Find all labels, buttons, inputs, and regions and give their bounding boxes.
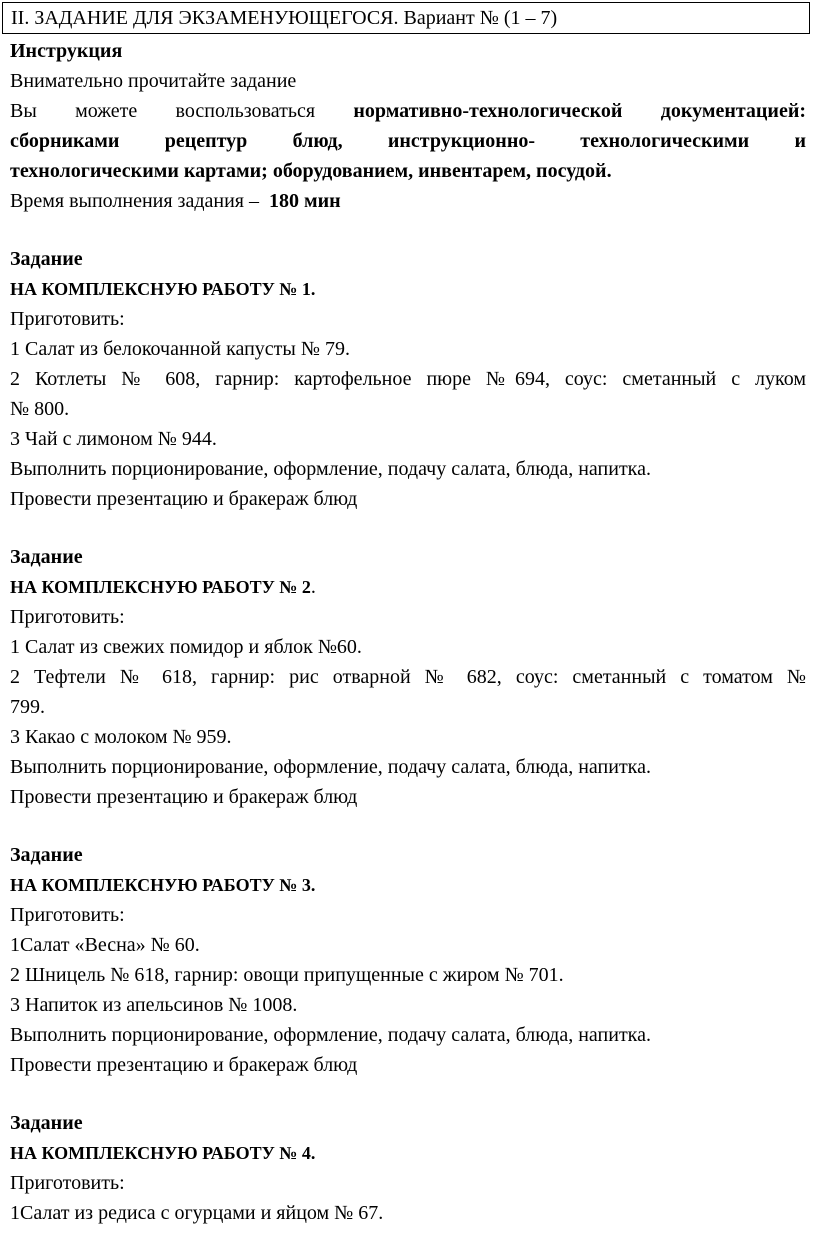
task-2-subheading-line — [10, 572, 806, 602]
task-1-perform: Выполнить порционирование, оформление, подачу салата, блюда, напитка. — [10, 458, 651, 480]
task-1-item-2b: № 800. — [10, 398, 70, 420]
task-1-heading: Задание — [10, 248, 83, 270]
task-3-perform: Выполнить порционирование, оформление, подачу салата, блюда, напитка. — [10, 1024, 651, 1046]
task-4-prepare: Приготовить: — [10, 1172, 125, 1194]
exam-header: II. ЗАДАНИЕ ДЛЯ ЭКЗАМЕНУЮЩЕГОСЯ. Вариант № (1 – 7) — [2, 2, 810, 34]
task-2-subheading: НА КОМПЛЕКСНУЮ РАБОТУ № 2 — [10, 577, 311, 597]
task-1-item-1: 1 Салат из белокочанной капусты № 79. — [10, 338, 350, 360]
task-2-present: Провести презентацию и бракераж блюд — [10, 786, 358, 808]
instruction-docs-2b: инструкционно- технологическими — [387, 130, 750, 152]
task-3-item-2: 2 Шницель № 618, гарнир: овощи припущенные с жиром № 701. — [10, 964, 564, 986]
task-2-perform: Выполнить порционирование, оформление, подачу салата, блюда, напитка. — [10, 756, 651, 778]
task-3-item-3: 3 Напиток из апельсинов № 1008. — [10, 994, 298, 1016]
document-body — [10, 36, 806, 1228]
task-3-subheading: НА КОМПЛЕКСНУЮ РАБОТУ № 3. — [10, 875, 316, 895]
instruction-time-prefix: Время выполнения задания – — [10, 190, 259, 212]
task-1-subheading: НА КОМПЛЕКСНУЮ РАБОТУ № 1. — [10, 279, 316, 299]
task-2-item-2a: 2 Тефтели № 618, гарнир: рис отварной № 682, соус: сметанный с томатом № — [10, 666, 806, 688]
instruction-docs-2a: сборниками рецептур блюд, — [10, 130, 343, 152]
task-4-subheading: НА КОМПЛЕКСНУЮ РАБОТУ № 4. — [10, 1143, 316, 1163]
task-4-item-1: 1Салат из редиса с огурцами и яйцом № 67. — [10, 1202, 384, 1224]
task-3-prepare: Приготовить: — [10, 904, 125, 926]
task-3-heading: Задание — [10, 844, 83, 866]
task-1-item-3: 3 Чай с лимоном № 944. — [10, 428, 217, 450]
task-2-item-1: 1 Салат из свежих помидор и яблок №60. — [10, 636, 362, 658]
task-3-item-1: 1Салат «Весна» № 60. — [10, 934, 200, 956]
instruction-may-use-prefix: Вы можете воспользоваться — [10, 100, 316, 122]
instruction-may-use-line-2 — [10, 126, 806, 156]
instruction-read: Внимательно прочитайте задание — [10, 70, 297, 92]
task-2-heading: Задание — [10, 546, 83, 568]
task-2-item-3: 3 Какао с молоком № 959. — [10, 726, 232, 748]
task-1-item-2a: 2 Котлеты № 608, гарнир: картофельное пюре №694, соус: сметанный с луком — [10, 368, 806, 390]
instruction-time-value: 180 мин — [269, 190, 341, 212]
task-1-present: Провести презентацию и бракераж блюд — [10, 488, 358, 510]
instruction-time — [10, 186, 806, 216]
instruction-may-use-line-1 — [10, 96, 806, 126]
instruction-heading: Инструкция — [10, 40, 123, 62]
task-3-present: Провести презентацию и бракераж блюд — [10, 1054, 358, 1076]
instruction-docs-1: нормативно-технологической документацией: — [353, 100, 807, 122]
instruction-docs-2c: и — [794, 130, 806, 152]
instruction-docs-3: технологическими картами; оборудованием, инвентарем, посудой. — [10, 160, 612, 182]
task-4-heading: Задание — [10, 1112, 83, 1134]
task-2-prepare: Приготовить: — [10, 606, 125, 628]
task-2-subheading-tail: . — [310, 576, 316, 598]
task-2-item-2b: 799. — [10, 696, 45, 718]
task-1-prepare: Приготовить: — [10, 308, 125, 330]
